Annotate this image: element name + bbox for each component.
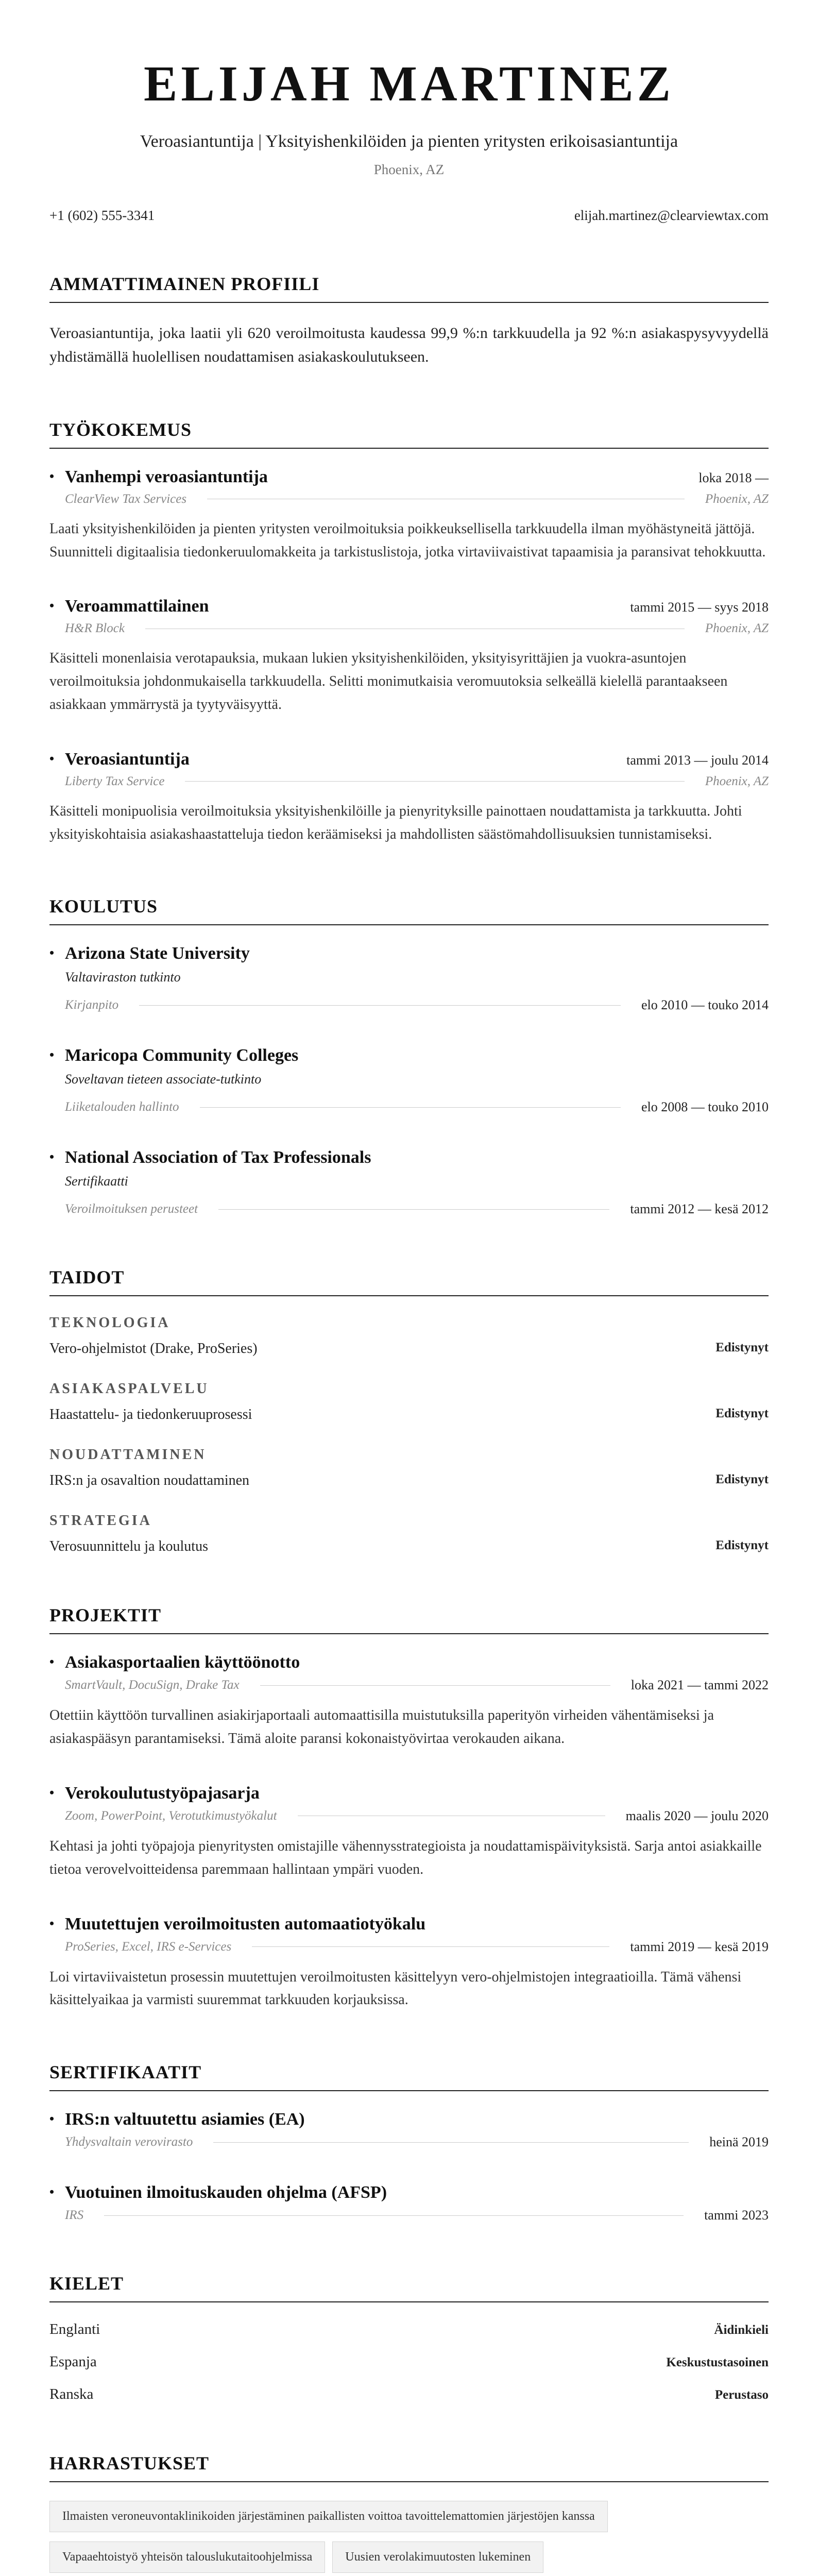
candidate-headline: Veroasiantuntija | Yksityishenkilöiden ja pienten yritysten erikoisasiantuntija <box>140 131 678 151</box>
project-entry <box>49 1784 769 1882</box>
section-title: AMMATTIMAINEN PROFIILI <box>49 273 769 303</box>
skill-category: NOUDATTAMINEN <box>49 1447 207 1463</box>
profile-text: Veroasiantuntija, joka laatii yli 620 veroilmoitusta kaudessa 99,9 %:n tarkkuudella ja 92 %:n asiakaspysyvyydellä yhdistämällä huolellisen noudattamisen asiakaskoulutukseen. <box>49 324 769 366</box>
job-description: Käsitteli monenlaisia verotapauksia, mukaan lukien yksityishenkilöiden, yksityisyrittäjien ja vuokra-asuntojen veroilmoituksia johdonmukaisella tarkkuudella. Selitti monimutkaisia veromuutoksia selkeällä kielellä parantaakseen asiakkaan ymmärrystä ja tyytyväisyyttä. <box>49 650 728 713</box>
education-entry <box>49 944 769 1013</box>
language-name: Ranska <box>49 2386 94 2403</box>
job-date: tammi 2015 — syys 2018 <box>630 600 769 615</box>
divider <box>104 2215 684 2216</box>
language-name: Espanja <box>49 2353 97 2370</box>
field-of-study: Veroilmoituksen perusteet <box>65 1202 198 1216</box>
languages-section <box>49 2273 769 2403</box>
project-name: • Verokoulutustyöpajasarja <box>49 1784 769 1803</box>
skill-level: Edistynyt <box>715 1406 769 1421</box>
projects-section <box>49 1604 769 2012</box>
education-date: elo 2010 — touko 2014 <box>641 997 769 1013</box>
language-level: Perustaso <box>714 2388 769 2402</box>
skill-level: Edistynyt <box>715 1472 769 1487</box>
company-name: H&R Block <box>65 621 125 636</box>
job-location: Phoenix, AZ <box>705 621 769 636</box>
experience-entry <box>49 597 769 716</box>
skill-name: Verosuunnittelu ja koulutus <box>49 1538 208 1555</box>
skills-section <box>49 1266 769 1555</box>
section-title: KIELET <box>49 2273 769 2302</box>
divider <box>200 1107 621 1108</box>
certification-entry <box>49 2110 769 2150</box>
skill-name: Vero-ohjelmistot (Drake, ProSeries) <box>49 1341 258 1357</box>
section-title: HARRASTUKSET <box>49 2452 769 2482</box>
job-location: Phoenix, AZ <box>705 492 769 506</box>
section-title: SERTIFIKAATIT <box>49 2061 769 2091</box>
certification-date: heinä 2019 <box>709 2134 769 2150</box>
certification-entry <box>49 2183 769 2223</box>
project-date: tammi 2019 — kesä 2019 <box>630 1939 769 1954</box>
language-level: Äidinkieli <box>714 2323 769 2337</box>
skill-group <box>49 1381 769 1423</box>
phone-number: +1 (602) 555-3341 <box>49 207 155 223</box>
project-entry <box>49 1653 769 1751</box>
degree-name: Soveltavan tieteen associate-tutkinto <box>65 1072 262 1087</box>
resume-header <box>49 0 769 178</box>
school-name: • Maricopa Community Colleges <box>49 1046 769 1065</box>
skill-group <box>49 1513 769 1555</box>
project-tools: Zoom, PowerPoint, Verotutkimustyökalut <box>65 1808 277 1823</box>
language-row <box>49 2353 769 2370</box>
section-title: KOULUTUS <box>49 895 769 925</box>
degree-name: Valtaviraston tutkinto <box>65 970 181 985</box>
divider <box>260 1685 610 1686</box>
divider <box>252 1946 609 1947</box>
skill-name: IRS:n ja osavaltion noudattaminen <box>49 1472 250 1489</box>
job-description: Käsitteli monipuolisia veroilmoituksia yksityishenkilöille ja pienyrityksille painottaen noudattamista ja tarkkuutta. Johti yksityiskohtaisia asiakashaastatteluja tiedon keräämiseksi ja mahdollisten säästömahdollisuuksien tunnistamiseksi. <box>49 803 742 842</box>
interest-chip: Uusien verolakimuutosten lukeminen <box>332 2541 543 2573</box>
certification-date: tammi 2023 <box>704 2208 769 2223</box>
job-date: loka 2018 — <box>698 470 769 485</box>
interest-chip: Ilmaisten veroneuvontaklinikoiden järjestäminen paikallisten voittoa tavoittelemattomien järjestöjen kanssa <box>49 2501 608 2532</box>
field-of-study: Kirjanpito <box>65 998 119 1012</box>
project-description: Loi virtaviivaistetun prosessin muutettujen veroilmoitusten käsittelyyn vero-ohjelmistojen integraatioilla. Tämä vähensi käsittelyaikaa ja varmisti suuremmat tarkkuuden korjauksissa. <box>49 1969 742 2008</box>
language-name: Englanti <box>49 2321 100 2338</box>
certification-name: • Vuotuinen ilmoituskauden ohjelma (AFSP) <box>49 2183 769 2202</box>
job-description: Laati yksityishenkilöiden ja pienten yritysten veroilmoituksia poikkeuksellisella tarkkuudella ilman myöhästyneitä jättöjä. Suunnitteli digitaalisia tiedonkeruulomakkeita ja tarkistuslistoja, jotka virtaviivaistivat tapaamisia ja paransivat tehokkuutta. <box>49 520 766 560</box>
contact-row <box>49 208 769 224</box>
education-entry <box>49 1046 769 1115</box>
skill-level: Edistynyt <box>715 1538 769 1553</box>
certifications-section <box>49 2061 769 2223</box>
project-name: • Muutettujen veroilmoitusten automaatiotyökalu <box>49 1914 769 1934</box>
company-name: ClearView Tax Services <box>65 492 187 506</box>
section-title: TAIDOT <box>49 1266 769 1296</box>
project-description: Kehtasi ja johti työpajoja pienyritysten omistajille vähennysstrategioista ja noudattamispäivityksistä. Sarja antoi asiakkaille tietoa verovelvoitteidensa paremmaan hallintaan ympäri vuoden. <box>49 1838 762 1877</box>
language-row <box>49 2321 769 2338</box>
project-tools: ProSeries, Excel, IRS e-Services <box>65 1939 232 1954</box>
project-date: maalis 2020 — joulu 2020 <box>625 1808 769 1823</box>
certification-issuer: Yhdysvaltain verovirasto <box>65 2135 193 2149</box>
skill-name: Haastattelu- ja tiedonkeruuprosessi <box>49 1406 252 1423</box>
skill-group <box>49 1315 769 1357</box>
interests-section <box>49 2452 769 2576</box>
project-tools: SmartVault, DocuSign, Drake Tax <box>65 1678 240 1692</box>
degree-name: Sertifikaatti <box>65 1174 128 1189</box>
job-date: tammi 2013 — joulu 2014 <box>626 752 769 768</box>
job-title: • Vanhempi veroasiantuntija <box>49 467 268 487</box>
job-title: • Veroasiantuntija <box>49 750 190 769</box>
candidate-location: Phoenix, AZ <box>373 161 445 177</box>
project-name: • Asiakasportaalien käyttöönotto <box>49 1653 769 1672</box>
interest-chips <box>49 2501 769 2576</box>
project-date: loka 2021 — tammi 2022 <box>630 1677 769 1693</box>
job-location: Phoenix, AZ <box>705 774 769 788</box>
candidate-name: ELIJAH MARTINEZ <box>144 56 674 112</box>
profile-section <box>49 273 769 369</box>
project-description: Otettiin käyttöön turvallinen asiakirjaportaali automaattisilla muistutuksilla paperityön virheiden vähentämiseksi ja asiakaspääsyn parantamiseksi. Tämä aloite paransi kokonaistyövirtaa verokauden aikana. <box>49 1707 714 1747</box>
education-entry <box>49 1148 769 1217</box>
interest-chip: Vapaaehtoistyö yhteisön talouslukutaitoohjelmissa <box>49 2541 325 2573</box>
experience-entry <box>49 750 769 846</box>
company-name: Liberty Tax Service <box>65 774 165 788</box>
project-entry <box>49 1914 769 2012</box>
certification-name: • IRS:n valtuutettu asiamies (EA) <box>49 2110 769 2129</box>
email-address: elijah.martinez@clearviewtax.com <box>574 207 769 223</box>
education-section <box>49 895 769 1217</box>
skill-category: TEKNOLOGIA <box>49 1315 171 1331</box>
certification-issuer: IRS <box>65 2208 84 2223</box>
school-name: • National Association of Tax Professionals <box>49 1148 769 1167</box>
education-date: elo 2008 — touko 2010 <box>641 1099 769 1115</box>
section-title: TYÖKOKEMUS <box>49 419 769 449</box>
skill-level: Edistynyt <box>715 1341 769 1355</box>
divider <box>185 781 684 782</box>
skill-category: STRATEGIA <box>49 1513 152 1529</box>
language-level: Keskustustasoinen <box>666 2355 769 2370</box>
divider <box>213 2142 689 2143</box>
divider <box>139 1005 621 1006</box>
section-title: PROJEKTIT <box>49 1604 769 1634</box>
education-date: tammi 2012 — kesä 2012 <box>630 1201 769 1217</box>
divider <box>218 1209 609 1210</box>
skill-category: ASIAKASPALVELU <box>49 1381 209 1397</box>
school-name: • Arizona State University <box>49 944 769 963</box>
skill-group <box>49 1447 769 1489</box>
experience-entry <box>49 467 769 564</box>
experience-section <box>49 419 769 846</box>
field-of-study: Liiketalouden hallinto <box>65 1100 179 1114</box>
language-row <box>49 2386 769 2403</box>
job-title: • Veroammattilainen <box>49 597 209 616</box>
